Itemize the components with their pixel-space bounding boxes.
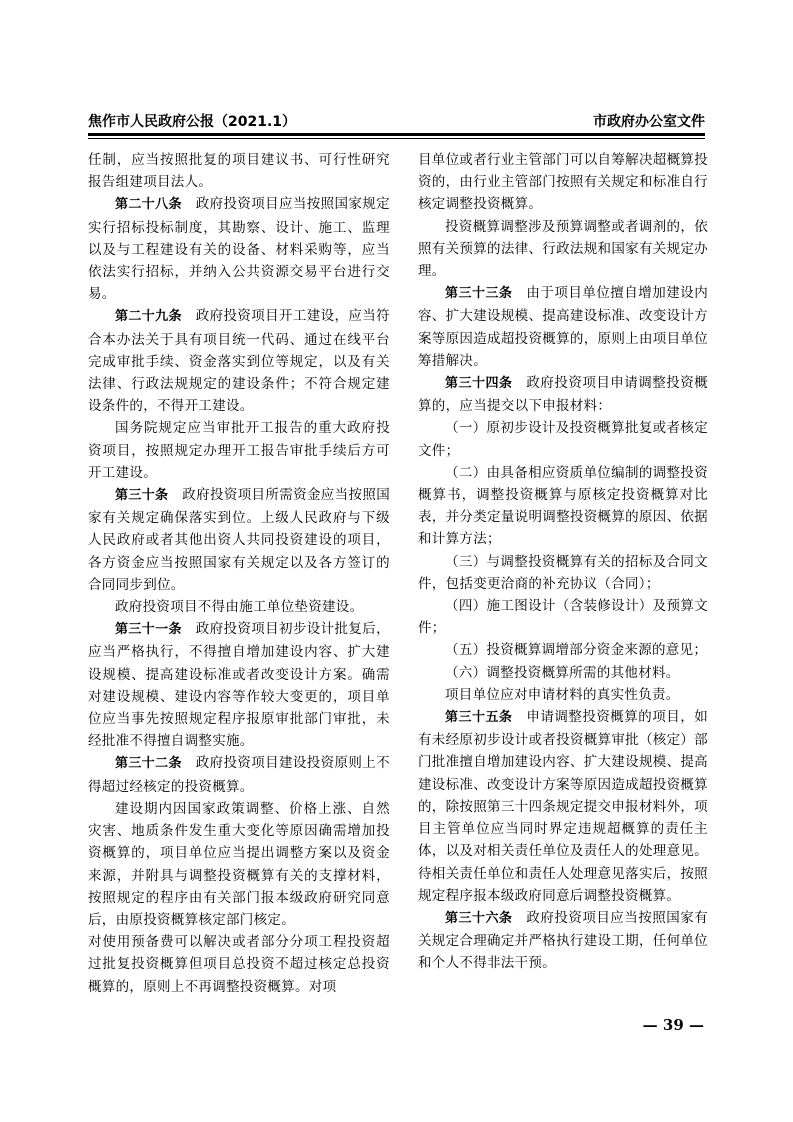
article-label: 第三十三条 bbox=[445, 286, 513, 302]
article-paragraph bbox=[418, 706, 708, 907]
article-label: 第三十一条 bbox=[115, 622, 182, 638]
list-item: （二）由具备相应资质单位编制的调整投资概算书，调整投资概算与原核定投资概算对比表，并分类定量说明调整投资概算的原因、依据和计算方法； bbox=[418, 464, 708, 548]
paragraph: 对使用预备费可以解决或者部分分项工程投资超过批复投资概算但项目总投资不超过核定总投资概算的，原则上不再调整投资概算。对项 bbox=[88, 934, 390, 995]
section-title: 市政府办公室文件 bbox=[593, 114, 705, 130]
article-label: 第三十六条 bbox=[445, 910, 513, 926]
list-item: （五）投资概算调增部分资金来源的意见； bbox=[445, 642, 708, 659]
list-item: （三）与调整投资概算有关的招标及合同文件，包括变更洽商的补充协议（合同）； bbox=[418, 553, 708, 592]
paragraph: 目单位或者行业主管部门可以自筹解决超概算投资的，由行业主管部门按照有关规定和标准自行核定调整投资概算。 bbox=[418, 152, 708, 213]
paragraph: 投资概算调整涉及预算调整或者调剂的，依照有关预算的法律、行政法规和国家有关规定办理。 bbox=[418, 218, 708, 280]
running-header bbox=[88, 108, 705, 132]
article-text: 政府投资项目申请调整投资概算的，应当提交以下申报材料： bbox=[418, 375, 708, 415]
left-column bbox=[88, 149, 390, 998]
article-label: 第三十二条 bbox=[115, 756, 182, 772]
article-paragraph bbox=[418, 907, 708, 975]
article-paragraph bbox=[88, 484, 390, 596]
article-text: 由于项目单位擅自增加建设内容、扩大建设规模、提高建设标准、改变设计方案等原因造成超投资概算的，原则上由项目单位筹措解决。 bbox=[418, 285, 708, 369]
article-text: 申请调整投资概算的项目，如有未经原初步设计或者投资概算审批（核定）部门批准擅自增加建设内容、扩大建设规模、提高建设标准、改变设计方案等原因造成超投资概算的，除按照第三十四条规定提交申报材料外，项目主管单位应当同时界定违规超概算的责任主体，以及对相关责任单位及责任人的处理意见。待相关责任单位和责任人处理意见落实后，按照规定程序报本级政府同意后调整投资概算。 bbox=[418, 709, 708, 904]
article-paragraph bbox=[88, 193, 390, 305]
article-text: 政府投资项目所需资金应当按照国家有关规定确保落实到位。上级人民政府与下级人民政府或者其他出资人共同投资建设的项目，各方资金应当按照国家有关规定以及各方签订的合同同步到位。 bbox=[88, 487, 391, 593]
paragraph: 国务院规定应当审批开工报告的重大政府投资项目，按照规定办理开工报告审批手续后方可开工建设。 bbox=[88, 420, 390, 481]
list-item: （六）调整投资概算所需的其他材料。 bbox=[445, 664, 680, 681]
article-text: 政府投资项目初步设计批复后，应当严格执行，不得擅自增加建设内容、扩大建设规模、提高建设标准或者改变设计方案。确需对建设规模、建设内容等作较大变更的，项目单位应当事先按照规定程序报原审批部门审批，未经批准不得擅自调整实施。 bbox=[88, 621, 390, 750]
publication-title: 焦作市人民政府公报（2021.1） bbox=[88, 114, 297, 130]
right-column bbox=[418, 149, 708, 975]
article-paragraph bbox=[88, 752, 390, 797]
list-item: （一）原初步设计及投资概算批复或者核定文件； bbox=[418, 420, 708, 459]
article-text: 政府投资项目应当按照国家有关规定合理确定并严格执行建设工期，任何单位和个人不得非法干预。 bbox=[418, 909, 708, 972]
paragraph: 项目单位应对申请材料的真实性负责。 bbox=[445, 686, 680, 703]
header-rule-thin bbox=[88, 138, 705, 139]
article-label: 第三十四条 bbox=[445, 376, 513, 392]
article-text: 政府投资项目应当按照国家规定实行招标投标制度，其勘察、设计、施工、监理以及与工程建设有关的设备、材料采购等，应当依法实行招标，并纳入公共资源交易平台进行交易。 bbox=[88, 196, 390, 303]
article-label: 第二十八条 bbox=[115, 197, 182, 213]
paragraph: 建设期内因国家政策调整、价格上涨、自然灾害、地质条件发生重大变化等原因确需增加投资概算的，项目单位应当提出调整方案以及资金来源，并附具与调整投资概算有关的支撑材料，按照规定的程序由有关部门报本级政府研究同意后，由原投资概算核定部门核定。 bbox=[88, 800, 390, 928]
article-label: 第二十九条 bbox=[115, 309, 182, 325]
article-label: 第三十条 bbox=[115, 488, 169, 504]
header-rule-thick bbox=[88, 133, 705, 136]
page-number: — 39 — bbox=[642, 1016, 704, 1034]
article-text: 政府投资项目建设投资原则上不得超过经核定的投资概算。 bbox=[88, 755, 390, 795]
article-paragraph bbox=[88, 618, 390, 752]
article-label: 第三十五条 bbox=[445, 710, 513, 726]
article-paragraph bbox=[88, 305, 390, 417]
article-text: 政府投资项目开工建设，应当符合本办法关于具有项目统一代码、通过在线平台完成审批手续、资金落实到位等规定，以及有关法律、行政法规规定的建设条件；不符合规定建设条件的，不得开工建设。 bbox=[88, 308, 390, 415]
paragraph: 任制，应当按照批复的项目建议书、可行性研究报告组建项目法人。 bbox=[88, 152, 390, 191]
paragraph: 政府投资项目不得由施工单位垫资建设。 bbox=[115, 599, 364, 616]
article-paragraph bbox=[418, 372, 708, 417]
article-paragraph bbox=[418, 282, 708, 372]
list-item: （四）施工图设计（含装修设计）及预算文件； bbox=[418, 598, 708, 637]
